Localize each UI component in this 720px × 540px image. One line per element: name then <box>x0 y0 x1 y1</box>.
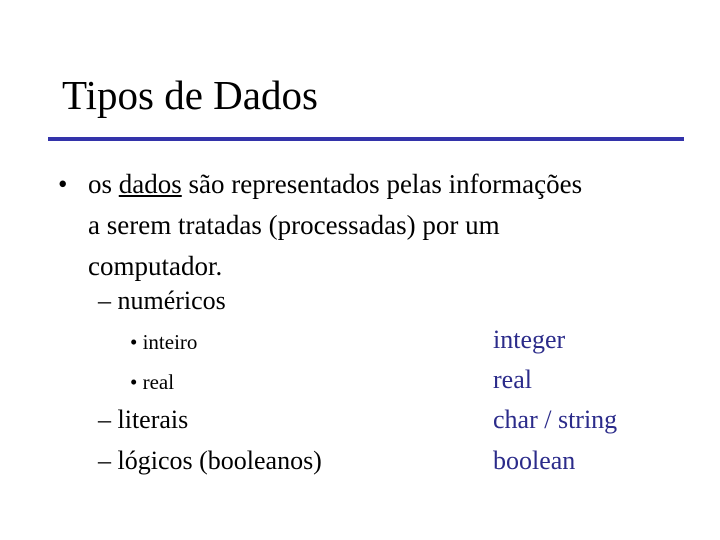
bullet-underlined-word: dados <box>118 169 182 199</box>
main-bullet-text <box>88 164 688 287</box>
slide-title: Tipos de Dados <box>62 72 318 118</box>
bullet-text-before: os <box>88 169 119 199</box>
type-integer: integer <box>493 325 566 354</box>
title-underline-rule <box>48 137 684 141</box>
bullet-marker: • <box>58 169 68 199</box>
sub-sub-item-real: • real <box>130 370 175 394</box>
bullet-line2: a serem tratadas (processadas) por um <box>88 210 500 240</box>
type-char-string: char / string <box>493 405 618 434</box>
type-boolean: boolean <box>493 446 576 475</box>
sub-sub-item-inteiro: • inteiro <box>130 330 198 354</box>
bullet-line3: computador. <box>88 251 223 281</box>
type-real: real <box>493 365 532 394</box>
sub-item-numericos: – numéricos <box>98 286 226 315</box>
sub-item-logicos: – lógicos (booleanos) <box>98 446 322 475</box>
bullet-line1-rest: são representados pelas informações <box>181 169 583 199</box>
sub-item-literais: – literais <box>98 405 189 434</box>
